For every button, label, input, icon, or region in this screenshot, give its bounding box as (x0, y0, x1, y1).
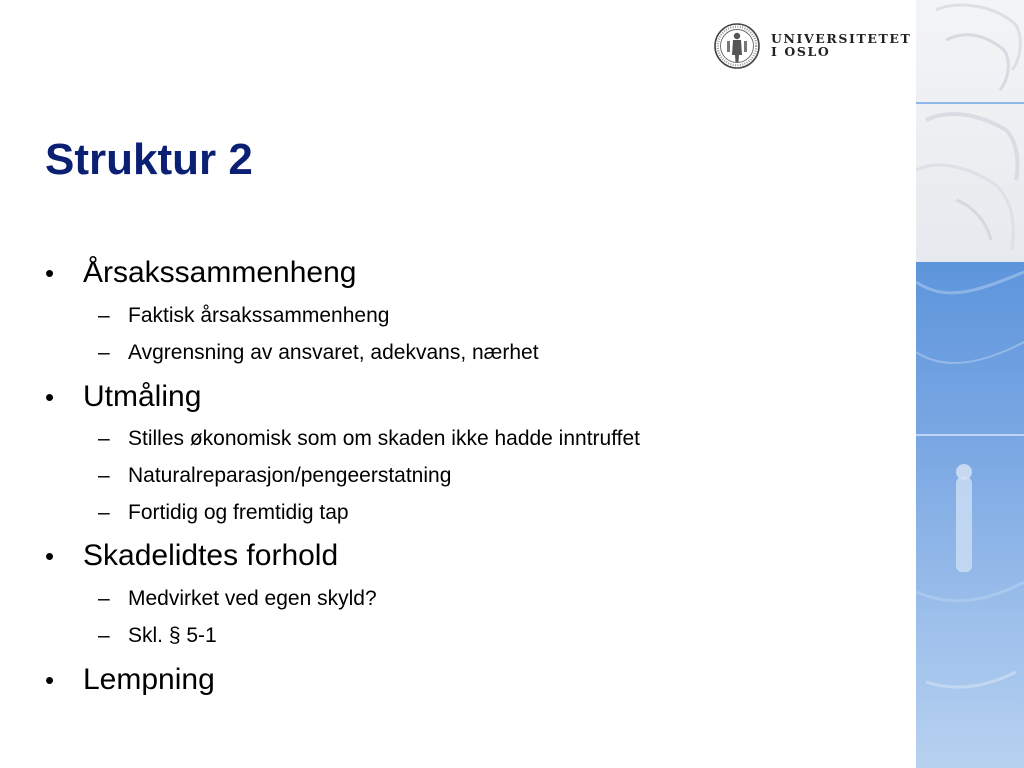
sub-bullet-item (98, 340, 539, 366)
sub-bullet-text: Avgrensning av ansvaret, adekvans, nærhet (128, 341, 539, 364)
sub-bullet-marker: – (98, 341, 110, 364)
university-name (771, 32, 911, 58)
bullet-marker: • (45, 541, 55, 571)
sculpture-outline-icon (916, 0, 1024, 262)
sub-bullet-item (98, 426, 641, 452)
sub-bullet-text: Faktisk årsakssammenheng (128, 304, 390, 327)
decorative-sculpture-panel (916, 0, 1024, 262)
bullet-text: Utmåling (83, 380, 202, 413)
university-logo (713, 22, 912, 70)
decorative-line (916, 102, 1024, 104)
sub-bullet-marker: – (98, 304, 110, 327)
sub-bullet-text: Stilles økonomisk som om skaden ikke hadde inntruffet (128, 427, 641, 450)
bullet-item (45, 256, 357, 290)
bullet-text: Skadelidtes forhold (83, 539, 339, 572)
bullet-text: Lempning (83, 663, 215, 696)
sub-bullet-item (98, 623, 217, 649)
sub-bullet-item (98, 303, 390, 329)
sub-bullet-text: Naturalreparasjon/pengeerstatning (128, 464, 452, 487)
sub-bullet-marker: – (98, 464, 110, 487)
sub-bullet-text: Fortidig og fremtidig tap (128, 501, 349, 524)
bullet-marker: • (45, 258, 55, 288)
sub-bullet-item (98, 463, 452, 489)
decorative-line (916, 434, 1024, 436)
sub-bullet-marker: – (98, 501, 110, 524)
sub-bullet-marker: – (98, 624, 110, 647)
university-name-line2: I OSLO (771, 44, 831, 59)
university-seal-icon (713, 22, 761, 70)
bullet-text: Årsakssammenheng (83, 256, 357, 289)
statue-silhouette-icon (916, 262, 1024, 768)
bullet-item (45, 539, 339, 573)
decorative-blue-panel (916, 262, 1024, 768)
bullet-marker: • (45, 382, 55, 412)
sub-bullet-item (98, 586, 377, 612)
university-name-line1: UNIVERSITETET (771, 31, 912, 46)
slide-title: Struktur 2 (45, 135, 253, 184)
sub-bullet-marker: – (98, 427, 110, 450)
sub-bullet-text: Medvirket ved egen skyld? (128, 587, 377, 610)
sub-bullet-text: Skl. § 5-1 (128, 624, 217, 647)
sub-bullet-item (98, 500, 349, 526)
bullet-marker: • (45, 665, 55, 695)
sub-bullet-marker: – (98, 587, 110, 610)
bullet-item (45, 663, 215, 697)
bullet-item (45, 380, 202, 414)
